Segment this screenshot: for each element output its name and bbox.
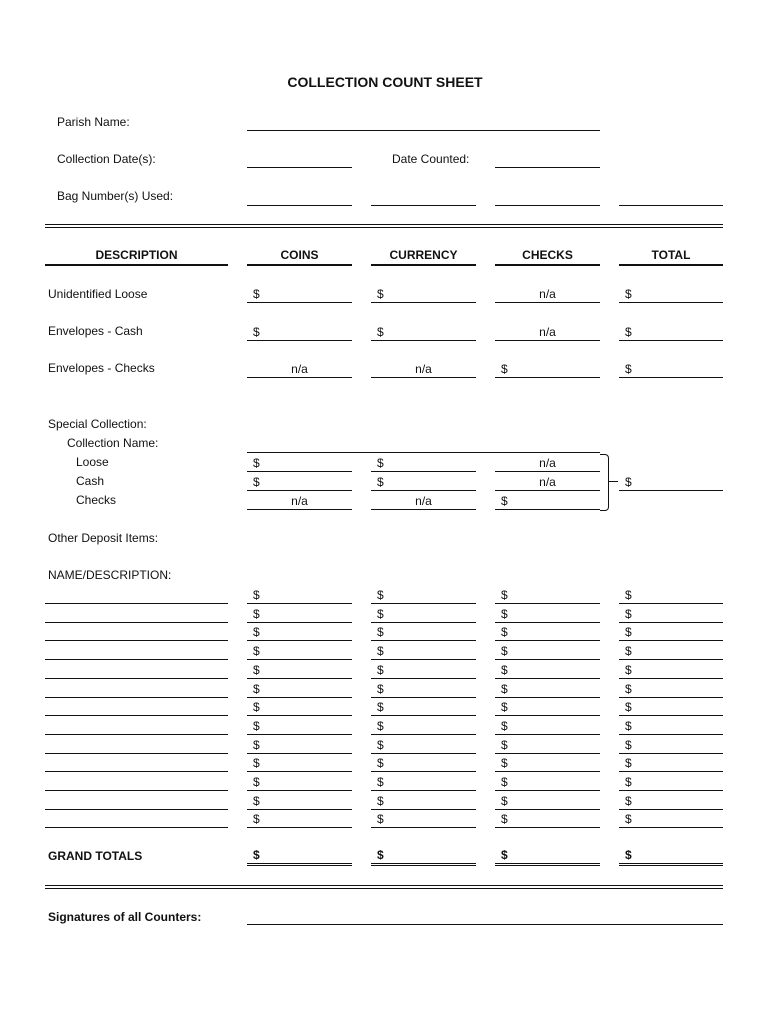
dollar-sign: $: [625, 775, 632, 789]
dollar-sign: $: [253, 775, 260, 789]
dollar-sign: $: [501, 775, 508, 789]
other-item-checks-field[interactable]: [495, 774, 600, 791]
other-item-name-field[interactable]: [45, 659, 228, 660]
other-item-name-field[interactable]: [45, 640, 228, 641]
other-item-coins-field[interactable]: [247, 737, 352, 754]
dollar-sign: $: [253, 456, 260, 470]
collection-dates-field[interactable]: [247, 167, 352, 168]
grand-total-checks[interactable]: [495, 847, 600, 866]
envelopes-cash-total[interactable]: [619, 324, 723, 341]
dollar-sign: $: [377, 475, 384, 489]
other-item-checks-field[interactable]: [495, 755, 600, 772]
other-item-coins-field[interactable]: [247, 681, 352, 698]
special-collection-heading: Special Collection:: [48, 417, 147, 431]
other-item-currency-field[interactable]: [371, 793, 476, 810]
other-item-checks-field[interactable]: [495, 624, 600, 641]
grand-total-currency[interactable]: [371, 847, 476, 866]
dollar-sign: $: [625, 848, 632, 862]
dollar-sign: $: [625, 738, 632, 752]
other-item-coins-field[interactable]: [247, 755, 352, 772]
bag-number-field-1[interactable]: [247, 205, 352, 206]
na-text: n/a: [539, 475, 556, 489]
dollar-sign: $: [501, 719, 508, 733]
other-item-checks-field[interactable]: [495, 793, 600, 810]
other-item-coins-field[interactable]: [247, 718, 352, 735]
other-item-coins-field[interactable]: [247, 587, 352, 604]
special-collection-brace: [600, 454, 609, 511]
row-label-envelopes-checks: Envelopes - Checks: [48, 361, 155, 375]
special-loose-currency[interactable]: [371, 455, 476, 472]
dollar-sign: $: [377, 287, 384, 301]
other-item-coins-field[interactable]: [247, 793, 352, 810]
dollar-sign: $: [625, 588, 632, 602]
na-text: n/a: [539, 287, 556, 301]
other-item-currency-field[interactable]: [371, 606, 476, 623]
other-item-currency-field[interactable]: [371, 718, 476, 735]
na-text: n/a: [291, 362, 308, 376]
other-item-total-field[interactable]: [619, 662, 723, 679]
dollar-sign: $: [377, 756, 384, 770]
row-label-envelopes-cash: Envelopes - Cash: [48, 324, 143, 338]
bag-number-field-3[interactable]: [495, 205, 600, 206]
section-divider-top: [45, 224, 723, 228]
unidentified-loose-checks: [495, 286, 600, 303]
other-item-coins-field[interactable]: [247, 606, 352, 623]
other-item-name-field[interactable]: [45, 678, 228, 679]
envelopes-checks-currency: [371, 361, 476, 378]
other-item-name-field[interactable]: [45, 753, 228, 754]
envelopes-cash-coins[interactable]: [247, 324, 352, 341]
other-item-total-field[interactable]: [619, 681, 723, 698]
other-item-total-field[interactable]: [619, 811, 723, 828]
other-deposit-label: Other Deposit Items:: [48, 531, 159, 545]
other-item-total-field[interactable]: [619, 755, 723, 772]
unidentified-loose-currency[interactable]: [371, 286, 476, 303]
column-header-checks: CHECKS: [495, 248, 600, 266]
other-item-name-field[interactable]: [45, 603, 228, 604]
dollar-sign: $: [377, 644, 384, 658]
dollar-sign: $: [253, 700, 260, 714]
other-item-coins-field[interactable]: [247, 624, 352, 641]
dollar-sign: $: [625, 794, 632, 808]
dollar-sign: $: [501, 848, 508, 862]
special-cash-coins[interactable]: [247, 474, 352, 491]
other-item-checks-field[interactable]: [495, 811, 600, 828]
other-item-coins-field[interactable]: [247, 662, 352, 679]
dollar-sign: $: [625, 663, 632, 677]
special-checks-checks[interactable]: [495, 493, 600, 510]
other-item-currency-field[interactable]: [371, 774, 476, 791]
other-item-total-field[interactable]: [619, 718, 723, 735]
other-item-checks-field[interactable]: [495, 606, 600, 623]
other-item-coins-field[interactable]: [247, 774, 352, 791]
bag-number-field-4[interactable]: [619, 205, 723, 206]
special-collection-total[interactable]: [619, 474, 723, 491]
dollar-sign: $: [253, 738, 260, 752]
other-item-checks-field[interactable]: [495, 662, 600, 679]
name-description-label: NAME/DESCRIPTION:: [48, 568, 172, 582]
other-item-currency-field[interactable]: [371, 662, 476, 679]
dollar-sign: $: [253, 588, 260, 602]
unidentified-loose-coins[interactable]: [247, 286, 352, 303]
dollar-sign: $: [625, 644, 632, 658]
envelopes-cash-checks: [495, 324, 600, 341]
special-checks-coins: [247, 493, 352, 510]
other-item-checks-field[interactable]: [495, 699, 600, 716]
dollar-sign: $: [253, 794, 260, 808]
unidentified-loose-total[interactable]: [619, 286, 723, 303]
other-item-checks-field[interactable]: [495, 681, 600, 698]
column-header-coins: COINS: [247, 248, 352, 266]
dollar-sign: $: [625, 719, 632, 733]
other-item-currency-field[interactable]: [371, 681, 476, 698]
dollar-sign: $: [501, 494, 508, 508]
other-item-currency-field[interactable]: [371, 643, 476, 660]
dollar-sign: $: [253, 848, 260, 862]
column-header-currency: CURRENCY: [371, 248, 476, 266]
other-item-name-field[interactable]: [45, 697, 228, 698]
special-loose-checks: [495, 455, 600, 472]
other-item-currency-field[interactable]: [371, 811, 476, 828]
dollar-sign: $: [253, 644, 260, 658]
other-item-total-field[interactable]: [619, 699, 723, 716]
special-checks-label: Checks: [76, 493, 117, 507]
dollar-sign: $: [253, 325, 260, 339]
dollar-sign: $: [625, 362, 632, 376]
special-cash-label: Cash: [76, 474, 105, 488]
envelopes-checks-total[interactable]: [619, 361, 723, 378]
other-item-checks-field[interactable]: [495, 587, 600, 604]
other-item-total-field[interactable]: [619, 606, 723, 623]
other-item-total-field[interactable]: [619, 587, 723, 604]
row-label-unidentified-loose: Unidentified Loose: [48, 287, 148, 301]
dollar-sign: $: [625, 682, 632, 696]
dollar-sign: $: [253, 625, 260, 639]
dollar-sign: $: [253, 682, 260, 696]
other-item-coins-field[interactable]: [247, 811, 352, 828]
other-item-total-field[interactable]: [619, 737, 723, 754]
envelopes-checks-checks[interactable]: [495, 361, 600, 378]
dollar-sign: $: [253, 475, 260, 489]
dollar-sign: $: [501, 362, 508, 376]
dollar-sign: $: [377, 738, 384, 752]
date-counted-field[interactable]: [495, 167, 600, 168]
dollar-sign: $: [501, 644, 508, 658]
dollar-sign: $: [377, 625, 384, 639]
dollar-sign: $: [377, 588, 384, 602]
dollar-sign: $: [501, 756, 508, 770]
dollar-sign: $: [253, 663, 260, 677]
other-item-name-field[interactable]: [45, 809, 228, 810]
grand-totals-label: GRAND TOTALS: [48, 849, 143, 863]
other-item-currency-field[interactable]: [371, 737, 476, 754]
dollar-sign: $: [625, 287, 632, 301]
brace-connector: [608, 481, 618, 482]
dollar-sign: $: [377, 719, 384, 733]
na-text: n/a: [291, 494, 308, 508]
date-counted-label: Date Counted:: [392, 152, 470, 166]
na-text: n/a: [539, 325, 556, 339]
other-item-currency-field[interactable]: [371, 755, 476, 772]
dollar-sign: $: [377, 812, 384, 826]
dollar-sign: $: [377, 607, 384, 621]
dollar-sign: $: [625, 607, 632, 621]
dollar-sign: $: [377, 682, 384, 696]
dollar-sign: $: [625, 700, 632, 714]
parish-name-label: Parish Name:: [57, 115, 130, 129]
column-header-description: DESCRIPTION: [45, 248, 228, 266]
dollar-sign: $: [377, 775, 384, 789]
dollar-sign: $: [501, 663, 508, 677]
dollar-sign: $: [253, 719, 260, 733]
dollar-sign: $: [253, 756, 260, 770]
dollar-sign: $: [625, 812, 632, 826]
dollar-sign: $: [377, 325, 384, 339]
other-item-total-field[interactable]: [619, 793, 723, 810]
collection-dates-label: Collection Date(s):: [57, 152, 156, 166]
dollar-sign: $: [501, 738, 508, 752]
other-item-total-field[interactable]: [619, 774, 723, 791]
grand-total-coins[interactable]: [247, 847, 352, 866]
envelopes-cash-currency[interactable]: [371, 324, 476, 341]
other-item-checks-field[interactable]: [495, 718, 600, 735]
dollar-sign: $: [253, 607, 260, 621]
other-item-currency-field[interactable]: [371, 624, 476, 641]
dollar-sign: $: [501, 700, 508, 714]
other-item-checks-field[interactable]: [495, 737, 600, 754]
dollar-sign: $: [625, 625, 632, 639]
dollar-sign: $: [377, 794, 384, 808]
section-divider-bottom: [45, 885, 723, 889]
other-item-currency-field[interactable]: [371, 699, 476, 716]
signatures-label: Signatures of all Counters:: [48, 910, 202, 924]
bag-numbers-label: Bag Number(s) Used:: [57, 189, 174, 203]
other-item-name-field[interactable]: [45, 734, 228, 735]
collection-name-label: Collection Name:: [67, 436, 159, 450]
other-item-name-field[interactable]: [45, 771, 228, 772]
dollar-sign: $: [377, 456, 384, 470]
na-text: n/a: [415, 494, 432, 508]
dollar-sign: $: [501, 607, 508, 621]
bag-number-field-2[interactable]: [371, 205, 476, 206]
other-item-currency-field[interactable]: [371, 587, 476, 604]
special-loose-coins[interactable]: [247, 455, 352, 472]
dollar-sign: $: [377, 700, 384, 714]
envelopes-checks-coins: [247, 361, 352, 378]
special-checks-currency: [371, 493, 476, 510]
dollar-sign: $: [377, 848, 384, 862]
other-item-coins-field[interactable]: [247, 699, 352, 716]
dollar-sign: $: [625, 475, 632, 489]
dollar-sign: $: [625, 325, 632, 339]
dollar-sign: $: [253, 287, 260, 301]
dollar-sign: $: [501, 588, 508, 602]
grand-total-total[interactable]: [619, 847, 723, 866]
collection-name-field[interactable]: [247, 452, 600, 453]
special-cash-checks: [495, 474, 600, 491]
other-item-name-field[interactable]: [45, 622, 228, 623]
other-item-name-field[interactable]: [45, 790, 228, 791]
signatures-field[interactable]: [247, 924, 723, 925]
other-item-total-field[interactable]: [619, 643, 723, 660]
column-header-total: TOTAL: [619, 248, 723, 266]
na-text: n/a: [415, 362, 432, 376]
other-item-name-field[interactable]: [45, 827, 228, 828]
dollar-sign: $: [625, 756, 632, 770]
dollar-sign: $: [253, 812, 260, 826]
special-cash-currency[interactable]: [371, 474, 476, 491]
dollar-sign: $: [501, 625, 508, 639]
page-title: COLLECTION COUNT SHEET: [287, 74, 483, 90]
other-item-name-field[interactable]: [45, 715, 228, 716]
parish-name-field[interactable]: [247, 130, 600, 131]
dollar-sign: $: [501, 682, 508, 696]
na-text: n/a: [539, 456, 556, 470]
other-item-total-field[interactable]: [619, 624, 723, 641]
other-item-coins-field[interactable]: [247, 643, 352, 660]
other-item-checks-field[interactable]: [495, 643, 600, 660]
dollar-sign: $: [377, 663, 384, 677]
special-loose-label: Loose: [76, 455, 109, 469]
dollar-sign: $: [501, 794, 508, 808]
dollar-sign: $: [501, 812, 508, 826]
